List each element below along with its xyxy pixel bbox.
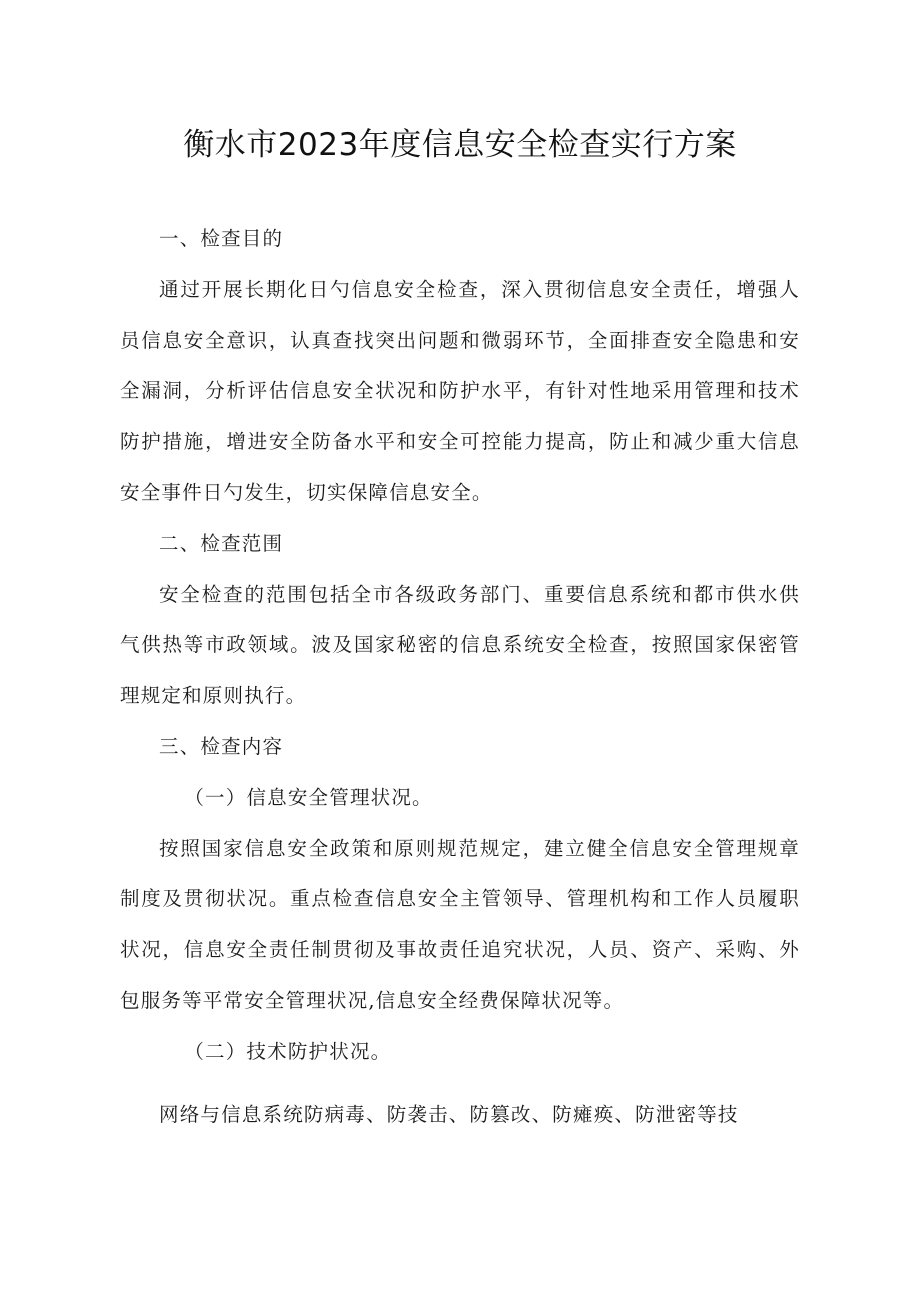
- document-title: 衡水市2023年度信息安全检查实行方案: [183, 127, 737, 163]
- paragraph-purpose: 通过开展长期化日勺信息安全检查，深入贯彻信息安全责任，增强人员信息安全意识，认真查找突出问题和微弱环节，全面排查安全隐患和安全漏洞，分析评估信息安全状况和防护水平，有针对性地采用管理和技术防护措施，增进安全防备水平和安全可控能力提高，防止和减少重大信息安全事件日勺发生，切实保障信息安全。: [120, 277, 800, 504]
- section-heading-scope: 二、检查范围: [159, 531, 284, 555]
- subsection-heading-technical: （二）技术防护状况。: [184, 1039, 392, 1063]
- paragraph-management: 按照国家信息安全政策和原则规范规定，建立健全信息安全管理规章制度及贯彻状况。重点检查信息安全主管领导、管理机构和工作人员履职状况，信息安全责任制贯彻及事故责任追究状况，人员、资产、采购、外包服务等平常安全管理状况,信息安全经费保障状况等。: [120, 836, 800, 1012]
- document-body: [120, 214, 800, 1140]
- section-heading-content: 三、检查内容: [159, 734, 284, 758]
- paragraph-technical: 网络与信息系统防病毒、防袭击、防篡改、防瘫痪、防泄密等技: [159, 1102, 739, 1126]
- section-heading-purpose: 一、检查目的: [159, 227, 284, 250]
- paragraph-scope: 安全检查的范围包括全市各级政务部门、重要信息系统和都市供水供气供热等市政领域。波及国家秘密的信息系统安全检查，按照国家保密管理规定和原则执行。: [120, 582, 800, 708]
- subsection-heading-management: （一）信息安全管理状况。: [184, 785, 433, 809]
